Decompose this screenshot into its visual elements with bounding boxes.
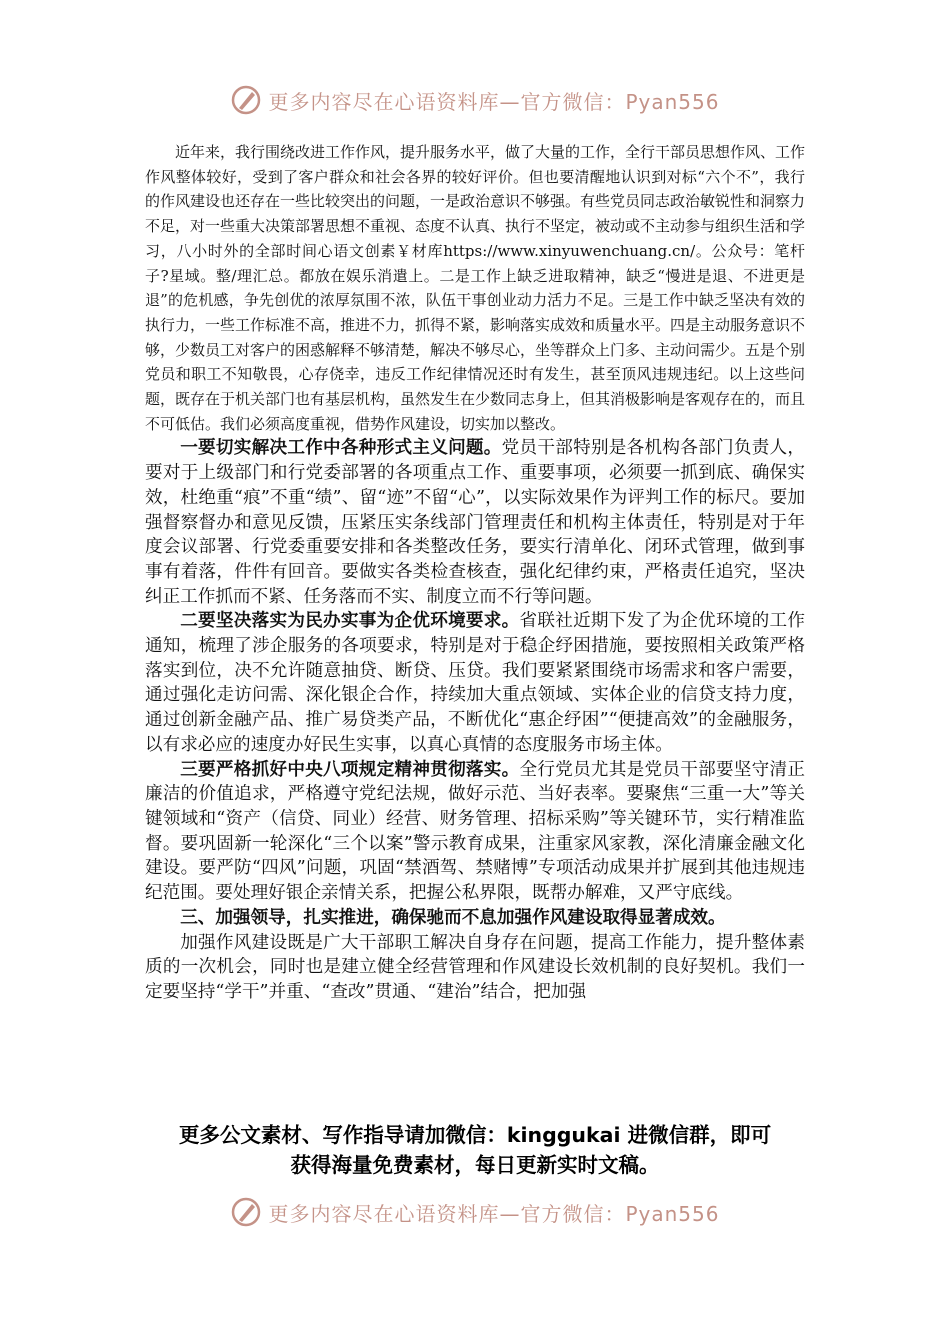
watermark-text: 更多内容尽在心语资料库—官方微信：Pyan556 (268, 1201, 720, 1226)
document-body (145, 140, 805, 1005)
pen-logo-icon (230, 1196, 262, 1228)
paragraph-lead: 二要坚决落实为民办实事为企优环境要求。 (180, 610, 520, 632)
pen-logo-icon (230, 84, 262, 116)
section-heading: 三、加强领导，扎实推进，确保驰而不息加强作风建设取得显著成效。 (180, 906, 726, 928)
paragraph-enterprise (145, 609, 805, 757)
paragraph-text: 全行党员尤其是党员干部要坚守清正廉洁的价值追求，严格遵守党纪法规，做好示范、当好表率。要聚焦“三重一大”等关键领域和“资产（信贷、同业）经营、财务管理、招标采购”等关键环节，实行精准监督。要巩固新一轮深化“三个以案”警示教育成果，注重家风家教，深化清廉金融文化建设。要严防“四风”问题，巩固“禁酒驾、禁赌博”专项活动成果并扩展到其他违规违纪范围。要处理好银企亲情关系，把握公私界限，既帮办解难，又严守底线。 (145, 759, 805, 904)
paragraph-text: 省联社近期下发了为企优环境的工作通知，梳理了涉企服务的各项要求，特别是对于稳企纾困措施，要按照相关政策严格落实到位，决不允许随意抽贷、断贷、压贷。我们要紧紧围绕市场需求和客户需要，通过强化走访问需、深化银企合作，持续加大重点领域、实体企业的信贷支持力度，通过创新金融产品、推广易贷类产品，不断优化“惠企纾困”“便捷高效”的金融服务，以有求必应的速度办好民生实事，以真心真情的态度服务市场主体。 (145, 611, 805, 755)
promo-notice (120, 1120, 830, 1180)
paragraph-formalism (145, 436, 805, 609)
paragraph-eight-rules (145, 758, 805, 906)
watermark-banner-bottom (0, 1192, 950, 1232)
promo-line-1: 更多公文素材、写作指导请加微信：kinggukai 进微信群，即可 (178, 1123, 772, 1147)
promo-line-2: 获得海量免费素材，每日更新实时文稿。 (290, 1153, 660, 1177)
watermark-banner-top (0, 80, 950, 120)
paragraph-leadership: 加强作风建设既是广大干部职工解决自身存在问题，提高工作能力，提升整体素质的一次机会，同时也是建立健全经营管理和作风建设长效机制的良好契机。我们一定要坚持“学干”并重、“查改”贯通、“建治”结合，把加强 (145, 932, 805, 1002)
paragraph-text: 党员干部特别是各机构各部门负责人，要对于上级部门和行党委部署的各项重点工作、重要事项，必须要一抓到底、确保实效，杜绝重“痕”不重“绩”、留“迹”不留“心”，以实际效果作为评判工作的标尺。要加强督察督办和意见反馈，压紧压实条线部门管理责任和机构主体责任，特别是对于年度会议部署、行党委重要安排和各类整改任务，要实行清单化、闭环式管理，做到事事有着落，件件有回音。要做实各类检查核查，强化纪律约束，严格责任追究，坚决纠正工作抓而不紧、任务落而不实、制度立而不行等问题。 (145, 438, 805, 607)
watermark-text: 更多内容尽在心语资料库—官方微信：Pyan556 (268, 89, 720, 114)
paragraph-lead: 一要切实解决工作中各种形式主义问题。 (180, 437, 502, 459)
paragraph-lead: 三要严格抓好中央八项规定精神贯彻落实。 (180, 758, 520, 780)
paragraph-problems: 近年来，我行围绕改进工作作风，提升服务水平，做了大量的工作，全行干部员思想作风、工作作风整体较好，受到了客户群众和社会各界的较好评价。但也要清醒地认识到对标“六个不”，我行的作风建设也还存在一些比较突出的问题，一是政治意识不够强。有些党员同志政治敏锐性和洞察力不足，对一些重大决策部署思想不重视、态度不认真、执行不坚定，被动或不主动参与组织生活和学习，八小时外的全部时间心语文创素￥材库https://www.xinyuwenchuang.cn/。公众号：笔杆子?星域。整/理汇总。都放在娱乐消遣上。二是工作上缺乏进取精神，缺乏“慢进是退、不进更是退”的危机感，争先创优的浓厚氛围不浓，队伍干事创业动力活力不足。三是工作中缺乏坚决有效的执行力，一些工作标准不高，推进不力，抓得不紧，影响落实成效和质量水平。四是主动服务意识不够，少数员工对客户的困惑解释不够清楚，解决不够尽心，坐等群众上门多、主动问需少。五是个别党员和职工不知敬畏，心存侥幸，违反工作纪律情况还时有发生，甚至顶风违规违纪。以上这些问题，既存在于机关部门也有基层机构，虽然发生在少数同志身上，但其消极影响是客观存在的，而且不可低估。我们必须高度重视，借势作风建设，切实加以整改。 (145, 143, 806, 433)
